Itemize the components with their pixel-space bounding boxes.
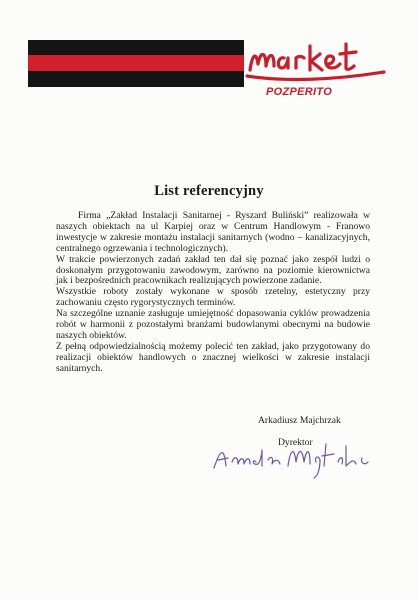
letter-body [56, 211, 370, 375]
company-logo [244, 36, 392, 100]
paragraph-4: Na szczególne uznanie zasługuje umiejętność dopasowania cyklów prowadzenia robót w harmonii z pozostałymi branżami budowlanymi obecnymi na budowie naszych obiektów. [56, 308, 370, 341]
header-band-red [28, 55, 244, 71]
signer-role: Dyrektor [278, 437, 313, 448]
header-band-black-bottom [28, 71, 244, 87]
header-band-black-top [28, 40, 244, 55]
paragraph-1: Firma „Zakład Instalacji Sanitarnej - Ryszard Buliński” realizowała w naszych obiektach na ul Karpiej oraz w Centrum Handlowym - Franowo inwestycje w zakresie montażu instalacji sanitarnych (wodno – kanalizacyjnych, centralnego ogrzewania i technologicznych). [56, 210, 370, 254]
handwritten-signature [210, 432, 390, 480]
paragraph-3: Wszystkie roboty zostały wykonane w sposób rzetelny, estetyczny przy zachowaniu często rygorystycznych terminów. [56, 286, 370, 309]
signer-name: Arkadiusz Majchrzak [258, 415, 341, 426]
paragraph-2: W trakcie powierzonych zadań zakład ten dał się poznać jako zespół ludzi o doskonałym przygotowaniu zawodowym, zarówno na poziomie kierownictwa jak i bezpośrednich pracownikach realizujących powierzone zadanie. [56, 253, 370, 287]
paragraph-5: Z pełną odpowiedzialnością możemy polecić ten zakład, jako przygotowany do realizacji obiektów handlowych o znacznej wielkości w zakresie instalacji sanitarnych. [56, 340, 370, 374]
logo-subtitle: POZPERITO [266, 86, 333, 98]
document-title: List referencyjny [154, 183, 264, 199]
market-logo-icon [244, 36, 392, 88]
